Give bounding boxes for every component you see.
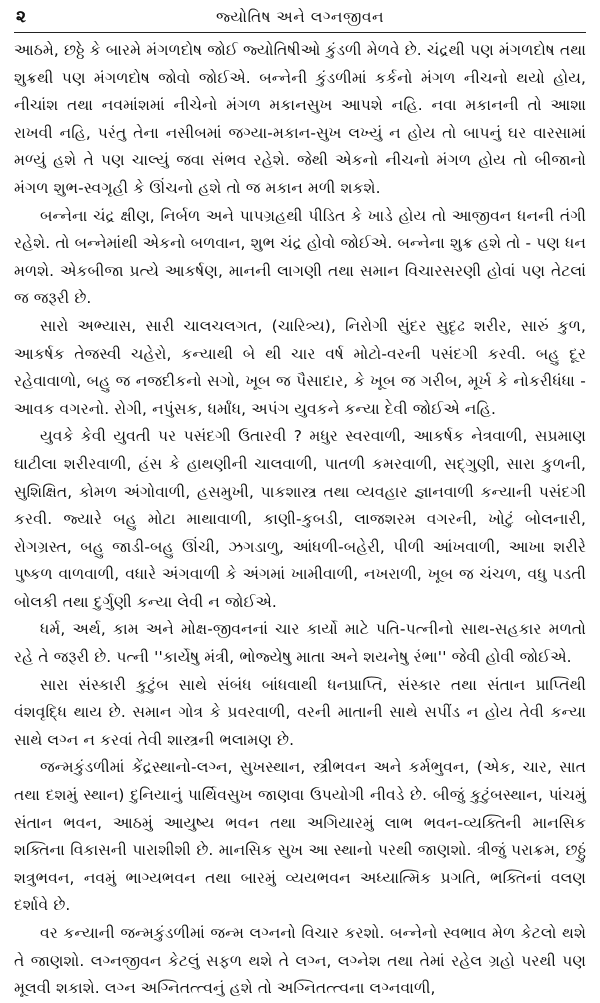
body-text (14, 37, 586, 1003)
paragraph-chandra-shukra: બન્નેના ચંદ્ર ક્ષીણ, નિર્બળ અને પાપગ્રહથી પીડિત કે ખાડે હોય તો આજીવન ધનની તંગી રહેશે. તો બન્નેમાંથી એકનો બળવાન, શુભ ચંદ્ર હોવો જોઈએ. બન્નેના શુક્ર હશે તો - પણ ધન મળશે. એકબીજા પ્રત્યે આકર્ષણ, માનની લાગણી તથા સમાન વિચારસરણી હોવાં પણ તેટલાં જ જરૂરી છે. (14, 206, 586, 308)
paragraph-sanskari-kutumb: સારા સંસ્કારી કુટુંબ સાથે સંબંધ બાંધવાથી ધનપ્રાપ્તિ, સંસ્કાર તથા સંતાન પ્રાપ્તિથી વંશવૃદ્ધિ થાય છે. સમાન ગોત્ર કે પ્રવરવાળી, વરની માતાની સાથે સપીંડ ન હોય તેવી કન્યા સાથે લગ્ન ન કરવાં તેવી શાસ્ત્રની ભલામણ છે. (14, 675, 586, 749)
paragraph-mangal-dosh: આઠમે, છઠ્ઠે કે બારમે મંગળદોષ જોઈ જ્યોતિષીઓ કુંડળી મેળવે છે. ચંદ્રથી પણ મંગળદોષ તથા શુક્રથી પણ મંગળદોષ જોવો જોઈએ. બન્નેની કુંડળીમાં કર્કનો મંગળ નીચનો થયો હોય, નીચાંશ તથા નવમાંશમાં નીચેનો મંગળ મકાનસુખ આપશે નહિ. નવા મકાનની તો આશા રાખવી નહિ, પરંતુ તેના નસીબમાં જગ્યા-મકાન-સુખ લખ્યું ન હોય તો બાપનું ઘર વારસામાં મળ્યું હશે તે પણ ચાલ્યું જવા સંભવ રહેશે. જેથી એકનો નીચનો મંગળ હોય તો બીજાનો મંગળ શુભ-સ્વગૃહી કે ઊંચનો હશે તો જ મકાન મળી શકશે. (14, 41, 586, 197)
paragraph-dharma-artha: ધર્મ, અર્થ, કામ અને મોક્ષ-જીવનનાં ચાર કાર્યો માટે પતિ-પત્નીનો સાથ-સહકાર મળતો રહે તે જરૂરી છે. પત્ની ''કાર્યેષુ મંત્રી, ભોજ્યેષુ માતા અને શયનેષુ રંભા'' જેવી હોવી જોઈએ. (14, 620, 586, 667)
page-header (14, 6, 586, 33)
running-title: જ્યોતિષ અને લગ્નજીવન (215, 8, 385, 26)
paragraph-kendra-sthan: જન્મકુંડળીમાં કેંદ્રસ્થાનો-લગ્ન, સુખસ્થાન, સ્ત્રીભવન અને કર્મભુવન, (એક, ચાર, સાત તથા દશમું સ્થાન) દુનિયાનું પાર્થિવસુખ જાણવા ઉપયોગી નીવડે છે. બીજું કુટુંબસ્થાન, પાંચમું સંતાન ભવન, આઠમું આયુષ્ય ભવન તથા અગિયારમું લાભ ભવન-વ્યક્તિની માનસિક શક્તિના વિકાસની પારાશીશી છે. માનસિક સુખ આ સ્થાનો પરથી જાણશો. ત્રીજું પરાક્રમ, છઠ્ઠું શત્રુભવન, નવમું ભાગ્યભવન તથા બારમું વ્યયભવન અધ્યાત્મિક પ્રગતિ, ભક્તિનાં વલણ દર્શાવે છે. (14, 758, 586, 915)
paragraph-janma-lagna: વર કન્યાની જન્મકુંડળીમાં જન્મ લગ્નનો વિચાર કરશો. બન્નેનો સ્વભાવ મેળ કેટલો થશે તે જાણશો. લગ્નજીવન કેટલું સફળ થશે તે લગ્ન, લગ્નેશ તથા તેમાં રહેલ ગ્રહો પરથી પણ મૂલવી શકાશે. લગ્ન અગ્નિતત્ત્વનું હશે તો અગ્નિતત્ત્વના લગ્નવાળી, (14, 924, 586, 998)
page-number: ૨ (16, 7, 26, 27)
paragraph-var-selection: સારો અભ્યાસ, સારી ચાલચલગત, (ચારિત્ર્ય), નિરોગી સુંદર સુદૃઢ શરીર, સારું કુળ, આકર્ષક તેજસ્વી ચહેરો, કન્યાથી બે થી ચાર વર્ષ મોટો-વરની પસંદગી કરવી. બહુ દૂર રહેવાવાળો, બહુ જ નજદીકનો સગો, ખૂબ જ પૈસાદાર, કે ખૂબ જ ગરીબ, મૂર્ખ કે નોકરીધંધા - આવક વગરનો. રોગી, નપુંસક, ધર્માંધ, અપંગ યુવકને કન્યા દેવી જોઈએ નહિ. (14, 316, 586, 418)
paragraph-kanya-selection: યુવકે કેવી યુવતી પર પસંદગી ઉતારવી ? મધુર સ્વરવાળી, આકર્ષક નેત્રવાળી, સપ્રમાણ ઘાટીલા શરીરવાળી, હંસ કે હાથણીની ચાલવાળી, પાતળી કમરવાળી, સદ્ગુણી, સારા કુળની, સુશિક્ષિત, કોમળ અંગોવાળી, હસમુખી, પાકશાસ્ત્ર તથા વ્યવહાર જ્ઞાનવાળી કન્યાની પસંદગી કરવી. જ્યારે બહુ મોટા માથાવાળી, કાણી-કુબડી, લાજશરમ વગરની, ખોટું બોલનારી, રોગગ્રસ્ત, બહુ જાડી-બહુ ઊંચી, ઝગડાળુ, આંધળી-બહેરી, પીળી આંખવાળી, આખા શરીરે પુષ્કળ વાળવાળી, વધારે અંગવાળી કે અંગમાં ખામીવાળી, નખરાળી, ખૂબ જ ચંચળ, વધુ પડતી બોલકી તથા દુર્ગુણી કન્યા લેવી ન જોઈએ. (14, 427, 586, 611)
